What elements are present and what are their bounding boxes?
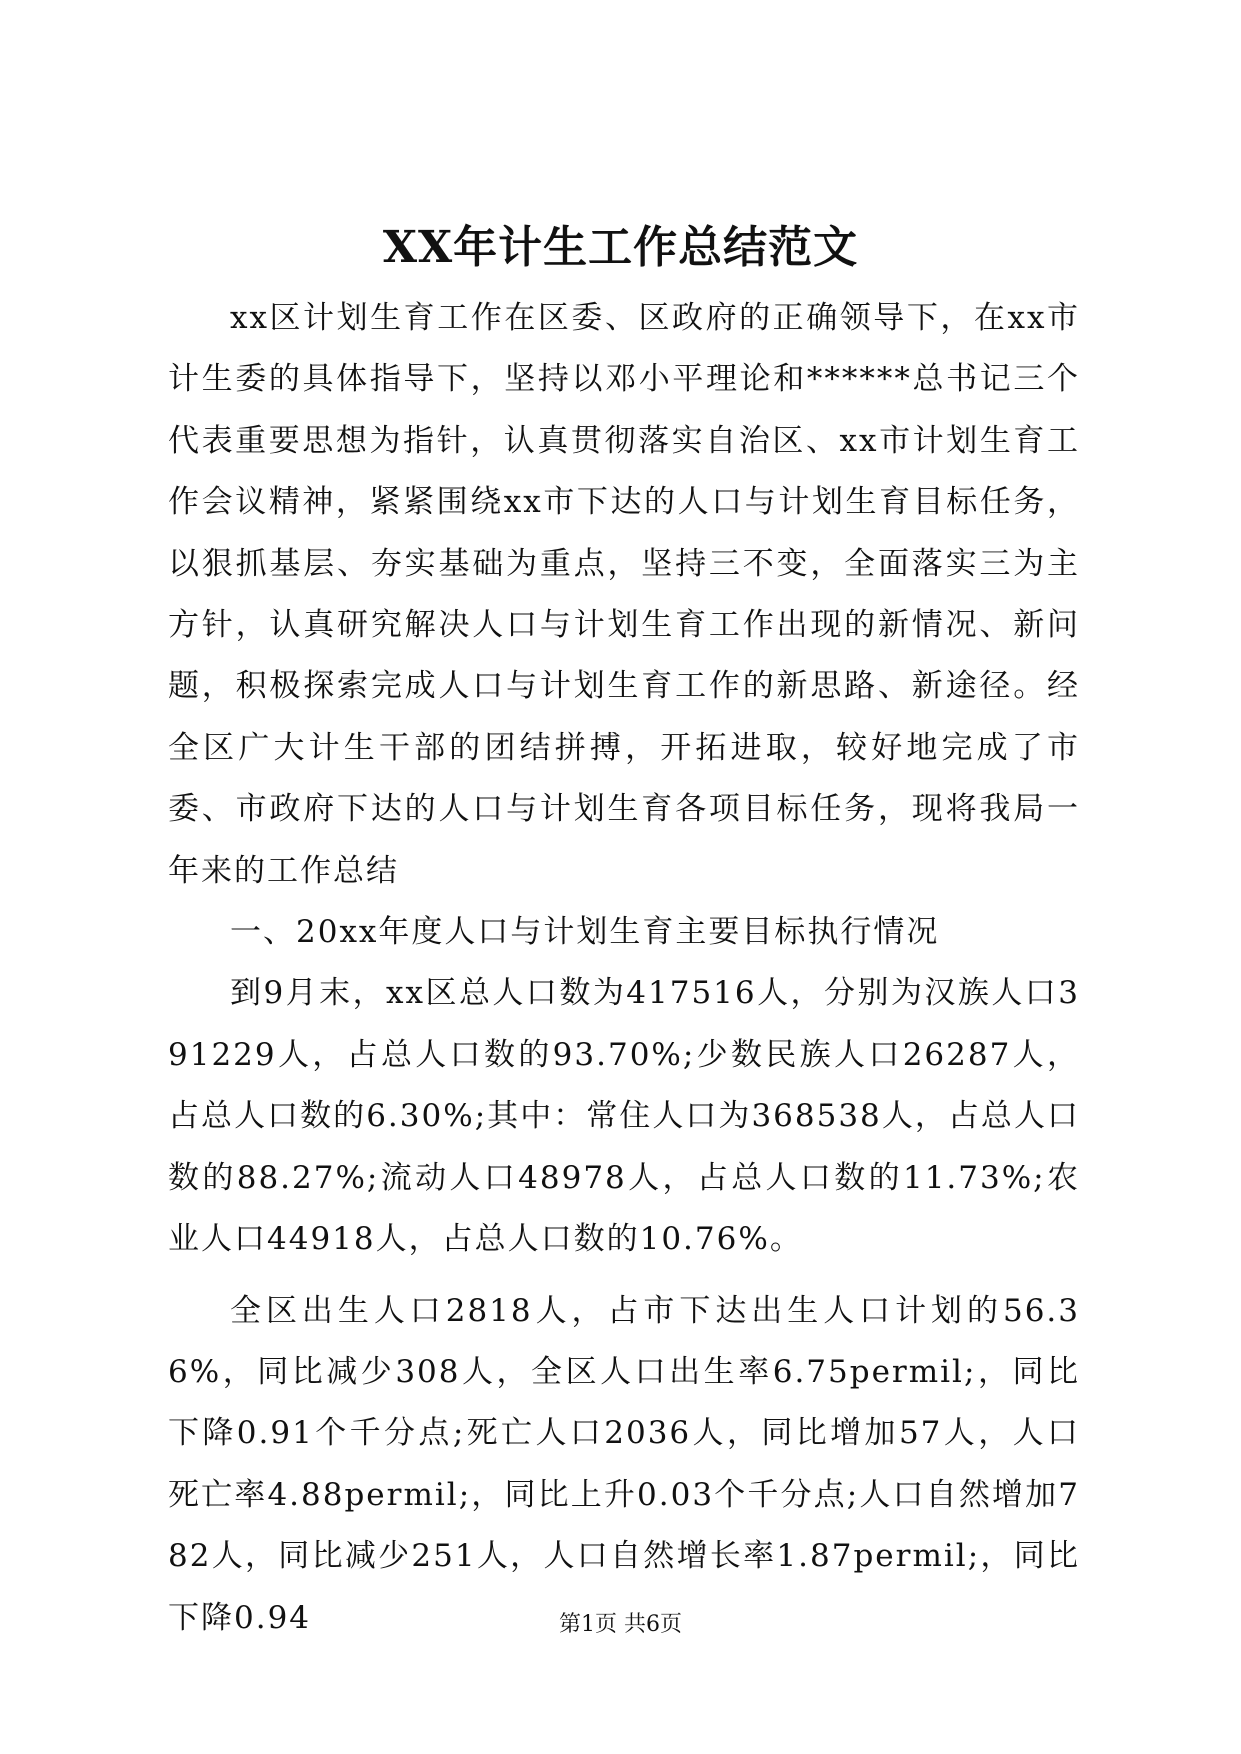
document-title: XX年计生工作总结范文 — [382, 222, 859, 273]
document-body — [168, 288, 1080, 1649]
page-footer: 第1页 共6页 — [559, 1612, 682, 1637]
paragraph-intro: xx区计划生育工作在区委、区政府的正确领导下，在xx市计生委的具体指导下，坚持以邓小平理论和******总书记三个代表重要思想为指针，认真贯彻落实自治区、xx市计划生育工作会议精神，紧紧围绕xx市下达的人口与计划生育目标任务，以狠抓基层、夯实基础为重点，坚持三不变，全面落实三为主方针，认真研究解决人口与计划生育工作出现的新情况、新问题，积极探索完成人口与计划生育工作的新思路、新途径。经全区广大计生干部的团结拼搏，开拓进取，较好地完成了市委、市政府下达的人口与计划生育各项目标任务，现将我局一年来的工作总结 — [168, 300, 1080, 889]
paragraph-population: 到9月末，xx区总人口数为417516人，分别为汉族人口391229人，占总人口数的93.70%;少数民族人口26287人，占总人口数的6.30%;其中：常住人口为368538人，占总人口数的88.27%;流动人口48978人，占总人口数的11.73%;农业人口44918人，占总人口数的10.76%。 — [168, 975, 1080, 1258]
paragraph-birth-statistics: 全区出生人口2818人，占市下达出生人口计划的56.36%，同比减少308人，全区人口出生率6.75permil;，同比下降0.91个千分点;死亡人口2036人，同比增加57人，人口死亡率4.88permil;，同比上升0.03个千分点;人口自然增加782人，同比减少251人，人口自然增长率1.87permil;，同比下降0.94 — [168, 1292, 1080, 1636]
section-heading: 一、20xx年度人口与计划生育主要目标执行情况 — [230, 914, 940, 951]
